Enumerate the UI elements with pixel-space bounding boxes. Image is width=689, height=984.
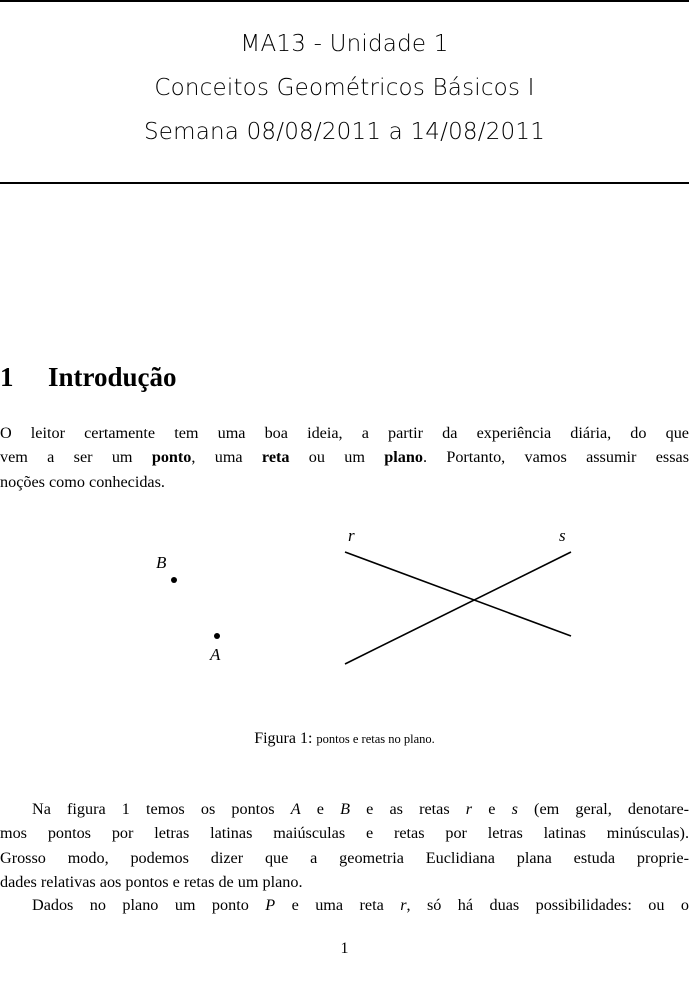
header-bottom-rule bbox=[0, 182, 689, 184]
figure-caption bbox=[0, 730, 689, 748]
text-line: Grosso modo, podemos dizer que a geometria Euclidiana plana estuda proprie- bbox=[0, 848, 689, 867]
label-line-s: s bbox=[559, 526, 566, 545]
point-a bbox=[214, 633, 220, 639]
caption-text: pontos e retas no plano. bbox=[316, 732, 435, 746]
course-title: MA13 - Unidade 1 bbox=[240, 31, 449, 57]
page-number: 1 bbox=[340, 940, 349, 957]
section-number: 1 bbox=[0, 362, 14, 392]
section-title: Introdução bbox=[48, 362, 177, 392]
text-line: noções como conhecidas. bbox=[0, 472, 165, 491]
text-line: dades relativas aos pontos e retas de um plano. bbox=[0, 873, 303, 892]
section-heading bbox=[0, 362, 177, 393]
paragraph-2 bbox=[0, 797, 689, 895]
term-reta: reta bbox=[261, 448, 290, 467]
unit-title: Conceitos Geométricos Básicos I bbox=[154, 75, 535, 101]
label-point-a: A bbox=[210, 645, 221, 664]
label-line-r: r bbox=[348, 526, 355, 545]
text-line: Dados no plano um ponto P e uma reta r, só há duas possibilidades: ou o bbox=[32, 896, 689, 914]
paragraph-3 bbox=[0, 893, 689, 917]
text-line: Na figura 1 temos os pontos A e B e as retas r e s (em geral, denotare- bbox=[32, 800, 689, 818]
term-plano: plano bbox=[384, 448, 423, 467]
line-s bbox=[345, 552, 571, 664]
text-line: mos pontos por letras latinas maiúsculas e retas por letras latinas minúsculas). bbox=[0, 824, 689, 843]
line-r bbox=[345, 552, 571, 636]
text-line: O leitor certamente tem uma boa ideia, a partir da experiência diária, do que bbox=[0, 424, 689, 442]
caption-prefix: Figura 1: bbox=[254, 730, 313, 747]
week-dates: Semana 08/08/2011 a 14/08/2011 bbox=[143, 119, 546, 145]
intro-paragraph bbox=[0, 421, 689, 494]
text-line: vem a ser um ponto, uma reta ou um plano. Portanto, vamos assumir essas bbox=[0, 448, 689, 467]
point-b bbox=[171, 577, 177, 583]
term-ponto: ponto bbox=[151, 448, 192, 467]
label-point-b: B bbox=[156, 553, 167, 572]
top-rule bbox=[0, 0, 689, 2]
